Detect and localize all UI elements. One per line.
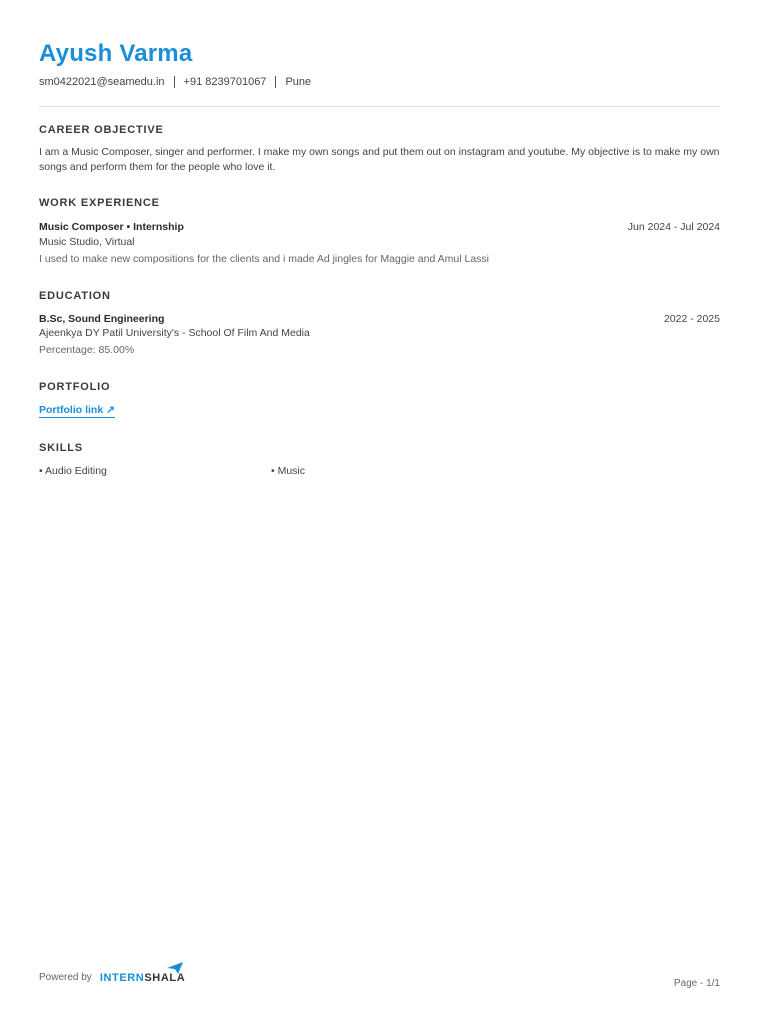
footer-powered-by: [39, 972, 185, 984]
contact-line: [39, 76, 311, 88]
career-objective-heading: CAREER OBJECTIVE: [39, 124, 164, 136]
brand-part-shala: SHALA: [144, 972, 186, 984]
location-text: Pune: [285, 76, 312, 88]
work-experience-heading: WORK EXPERIENCE: [39, 197, 160, 209]
paper-plane-icon: [167, 962, 183, 974]
contact-separator: [174, 76, 175, 88]
education-institution: Ajeenkya DY Patil University's - School Of Film And Media: [39, 327, 310, 339]
resume-page: [39, 0, 720, 1024]
email-text: sm0422021@seamedu.in: [39, 76, 165, 88]
header-divider: [39, 106, 720, 107]
education-score: Percentage: 85.00%: [39, 344, 135, 356]
education-dates: 2022 - 2025: [663, 313, 720, 325]
internshala-logo: [100, 972, 185, 984]
work-dates: Jun 2024 - Jul 2024: [627, 221, 720, 233]
skill-item: • Music: [271, 465, 306, 477]
education-degree: B.Sc, Sound Engineering: [39, 313, 165, 325]
contact-separator: [275, 76, 276, 88]
candidate-name: Ayush Varma: [39, 40, 193, 67]
work-role: Music Composer • Internship: [39, 221, 184, 233]
brand-part-intern: INTERN: [99, 972, 145, 984]
career-objective-text: I am a Music Composer, singer and performer. I make my own songs and put them out on instagram and youtube. My objective is to make my own songs and perform them for the people who love it.: [39, 146, 720, 173]
powered-by-text: Powered by: [39, 972, 92, 983]
work-description: I used to make new compositions for the clients and i made Ad jingles for Maggie and Amul Lassi: [39, 253, 489, 265]
portfolio-link[interactable]: Portfolio link ↗: [39, 404, 115, 416]
phone-text: +91 8239701067: [183, 76, 267, 88]
skill-item: • Audio Editing: [39, 465, 107, 477]
page-number: Page - 1/1: [673, 978, 720, 989]
work-item-header: [39, 221, 720, 233]
education-heading: EDUCATION: [39, 290, 111, 302]
education-item-header: [39, 313, 720, 325]
portfolio-heading: PORTFOLIO: [39, 381, 111, 393]
work-company: Music Studio, Virtual: [39, 236, 135, 248]
skills-heading: SKILLS: [39, 442, 83, 454]
